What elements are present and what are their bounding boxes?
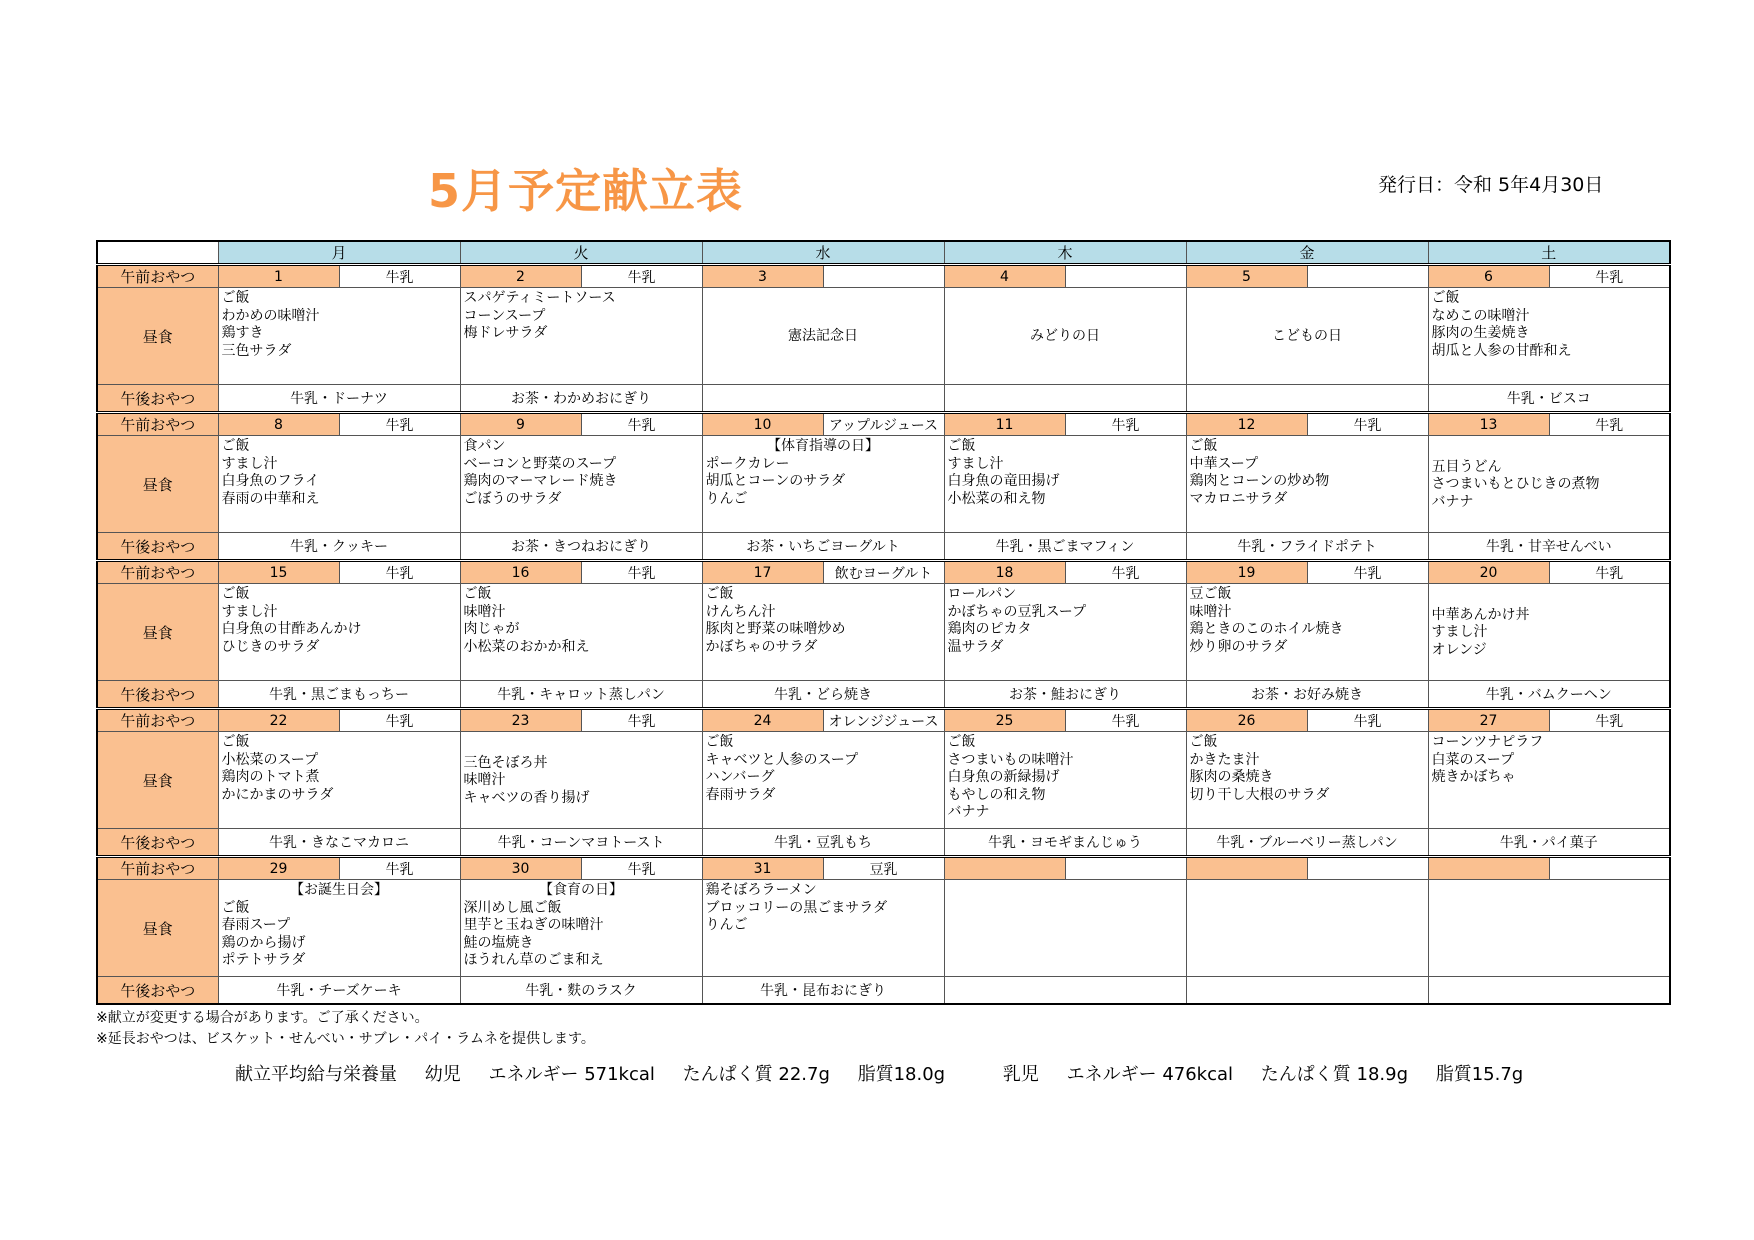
lunch-item: 肉じゃが xyxy=(463,621,520,637)
lunch-item: ご飯 xyxy=(705,586,734,602)
lunch-item: ご飯 xyxy=(705,734,734,750)
row-label-am-snack: 午前おやつ xyxy=(97,561,218,584)
lunch-item: ご飯 xyxy=(947,438,976,454)
lunch-item: 鶏肉のピカタ xyxy=(947,621,1032,637)
lunch-cell xyxy=(944,436,1186,533)
lunch-cell xyxy=(944,732,1186,829)
lunch-item: ご飯 xyxy=(221,899,250,916)
date-cell: 19 xyxy=(1186,561,1307,584)
lunch-cell xyxy=(218,584,460,681)
am-snack-cell: 牛乳 xyxy=(1549,709,1670,732)
pm-snack-cell: 牛乳・黒ごまもっちー xyxy=(218,681,460,709)
pm-snack-cell: 牛乳・甘辛せんべい xyxy=(1428,533,1670,561)
lunch-item: もやしの和え物 xyxy=(947,786,1046,803)
pm-snack-cell: 牛乳・ヨモギまんじゅう xyxy=(944,829,1186,857)
pm-snack-cell: 牛乳・クッキー xyxy=(218,533,460,561)
pm-snack-cell: 牛乳・パイ菓子 xyxy=(1428,829,1670,857)
am-snack-cell: アップルジュース xyxy=(823,413,944,436)
date-cell: 16 xyxy=(460,561,581,584)
day-of-week-header-cell: 月 xyxy=(218,241,460,265)
pm-snack-row xyxy=(97,681,1670,709)
am-snack-cell: 牛乳 xyxy=(1549,561,1670,584)
lunch-cell xyxy=(1186,288,1428,385)
date-cell: 17 xyxy=(702,561,823,584)
date-cell: 23 xyxy=(460,709,581,732)
row-label-lunch: 昼食 xyxy=(97,732,218,829)
lunch-item: 味噌汁 xyxy=(1189,603,1232,620)
row-label-pm-snack: 午後おやつ xyxy=(97,681,218,709)
lunch-item: 三色サラダ xyxy=(221,342,292,359)
row-label-am-snack: 午前おやつ xyxy=(97,265,218,288)
lunch-item: 白身魚の甘酢あんかけ xyxy=(221,621,362,637)
date-cell: 29 xyxy=(218,857,339,880)
lunch-item: オレンジ xyxy=(1431,641,1487,658)
am-snack-cell xyxy=(1065,265,1186,288)
pm-snack-cell xyxy=(1428,977,1670,1005)
lunch-cell xyxy=(218,288,460,385)
lunch-item: ハンバーグ xyxy=(705,769,775,785)
lunch-item: 里芋と玉ねぎの味噌汁 xyxy=(463,917,604,933)
lunch-item: ご飯 xyxy=(1431,290,1460,306)
pm-snack-cell: お茶・鮭おにぎり xyxy=(944,681,1186,709)
am-snack-cell xyxy=(1065,857,1186,880)
lunch-item: ご飯 xyxy=(463,586,492,602)
day-of-week-header-cell: 木 xyxy=(944,241,1186,265)
lunch-item: 白身魚の竜田揚げ xyxy=(947,473,1060,489)
day-of-week-header-cell: 土 xyxy=(1428,241,1670,265)
lunch-item: 小松菜のおかか和え xyxy=(463,638,590,655)
lunch-item: すまし汁 xyxy=(1431,624,1488,641)
am-snack-cell: オレンジジュース xyxy=(823,709,944,732)
date-cell: 5 xyxy=(1186,265,1307,288)
pm-snack-cell: 牛乳・バムクーヘン xyxy=(1428,681,1670,709)
date-cell: 8 xyxy=(218,413,339,436)
date-cell: 24 xyxy=(702,709,823,732)
pm-snack-cell: 牛乳・麩のラスク xyxy=(460,977,702,1005)
lunch-item: 食パン xyxy=(463,438,506,454)
lunch-item: ご飯 xyxy=(1189,438,1218,454)
lunch-item: 五目うどん xyxy=(1431,458,1502,475)
am-snack-cell: 牛乳 xyxy=(581,561,702,584)
lunch-item: 梅ドレサラダ xyxy=(463,325,548,341)
holiday-label: 憲法記念日 xyxy=(788,328,858,345)
lunch-row xyxy=(97,288,1670,385)
pm-snack-cell: 牛乳・フライドポテト xyxy=(1186,533,1428,561)
lunch-cell xyxy=(702,732,944,829)
baby-energy: エネルギー 476kcal xyxy=(1066,1064,1234,1085)
date-cell xyxy=(944,857,1065,880)
pm-snack-row xyxy=(97,533,1670,561)
lunch-item: 鶏ときのこのホイル焼き xyxy=(1189,621,1344,637)
lunch-item: 小松菜の和え物 xyxy=(947,490,1046,507)
lunch-row xyxy=(97,732,1670,829)
infant-label: 幼児 xyxy=(424,1064,461,1085)
lunch-cell xyxy=(1428,732,1670,829)
am-snack-row xyxy=(97,709,1670,732)
am-snack-row xyxy=(97,413,1670,436)
lunch-item: 温サラダ xyxy=(947,638,1004,655)
lunch-item: 豆ご飯 xyxy=(1189,586,1232,602)
notes xyxy=(96,1008,595,1050)
lunch-cell xyxy=(944,288,1186,385)
lunch-item: 豚肉と野菜の味噌炒め xyxy=(705,621,846,637)
am-snack-cell: 豆乳 xyxy=(823,857,944,880)
lunch-item: 三色そぼろ丼 xyxy=(463,754,548,771)
lunch-item: すまし汁 xyxy=(947,455,1004,472)
row-label-lunch: 昼食 xyxy=(97,880,218,977)
row-label-lunch: 昼食 xyxy=(97,436,218,533)
lunch-item: 焼きかぼちゃ xyxy=(1431,769,1516,785)
lunch-cell xyxy=(1186,584,1428,681)
am-snack-cell: 牛乳 xyxy=(1065,709,1186,732)
baby-fat: 脂質15.7g xyxy=(1435,1064,1524,1085)
lunch-item: 鶏そぼろラーメン xyxy=(705,882,817,898)
lunch-item: りんご xyxy=(705,490,748,507)
date-cell: 31 xyxy=(702,857,823,880)
row-label-am-snack: 午前おやつ xyxy=(97,857,218,880)
date-cell: 15 xyxy=(218,561,339,584)
lunch-item: ご飯 xyxy=(221,586,250,602)
pm-snack-cell: 牛乳・黒ごまマフィン xyxy=(944,533,1186,561)
issue-date: 発行日：令和 5年4月30日 xyxy=(1378,174,1604,196)
event-label: 【お誕生日会】 xyxy=(290,882,388,898)
holiday-label: こどもの日 xyxy=(1272,328,1342,345)
pm-snack-cell: 牛乳・ドーナツ xyxy=(218,385,460,413)
am-snack-cell: 牛乳 xyxy=(339,857,460,880)
row-label-am-snack: 午前おやつ xyxy=(97,413,218,436)
date-cell: 9 xyxy=(460,413,581,436)
am-snack-cell: 牛乳 xyxy=(339,413,460,436)
row-label-pm-snack: 午後おやつ xyxy=(97,533,218,561)
row-label-pm-snack: 午後おやつ xyxy=(97,829,218,857)
lunch-item: バナナ xyxy=(1431,493,1474,510)
lunch-item: ブロッコリーの黒ごまサラダ xyxy=(705,899,888,916)
date-cell: 25 xyxy=(944,709,1065,732)
lunch-cell xyxy=(1428,880,1670,977)
lunch-item: 鶏肉のマーマレード焼き xyxy=(463,473,618,489)
pm-snack-cell: お茶・お好み焼き xyxy=(1186,681,1428,709)
infant-fat: 脂質18.0g xyxy=(857,1064,946,1085)
nutrition-summary xyxy=(235,1060,1545,1086)
lunch-item: 春雨スープ xyxy=(221,917,291,933)
pm-snack-cell xyxy=(944,385,1186,413)
am-snack-cell: 牛乳 xyxy=(339,561,460,584)
pm-snack-row xyxy=(97,977,1670,1005)
lunch-item: 深川めし風ご飯 xyxy=(463,899,562,916)
lunch-cell xyxy=(702,584,944,681)
date-cell: 2 xyxy=(460,265,581,288)
lunch-item: ポテトサラダ xyxy=(221,952,306,968)
lunch-item: 春雨の中華和え xyxy=(221,490,320,507)
lunch-cell xyxy=(218,732,460,829)
lunch-item: すまし汁 xyxy=(221,455,278,472)
day-of-week-header-cell: 火 xyxy=(460,241,702,265)
lunch-item: 豚肉の生姜焼き xyxy=(1431,325,1530,341)
pm-snack-cell xyxy=(1186,385,1428,413)
lunch-item: 胡瓜と人参の甘酢和え xyxy=(1431,342,1572,359)
date-cell: 13 xyxy=(1428,413,1549,436)
lunch-cell xyxy=(460,436,702,533)
date-cell: 6 xyxy=(1428,265,1549,288)
am-snack-cell: 牛乳 xyxy=(339,709,460,732)
lunch-item: 炒り卵のサラダ xyxy=(1189,638,1288,655)
am-snack-cell: 牛乳 xyxy=(1065,561,1186,584)
lunch-cell xyxy=(460,880,702,977)
am-snack-cell: 牛乳 xyxy=(581,265,702,288)
lunch-item: 鮭の塩焼き xyxy=(463,934,534,951)
pm-snack-cell: 牛乳・どら焼き xyxy=(702,681,944,709)
am-snack-cell: 牛乳 xyxy=(1065,413,1186,436)
lunch-cell xyxy=(702,436,944,533)
lunch-item: りんご xyxy=(705,917,748,933)
lunch-item: 中華あんかけ丼 xyxy=(1431,606,1530,623)
lunch-item: キャベツと人参のスープ xyxy=(705,751,859,768)
pm-snack-cell xyxy=(944,977,1186,1005)
am-snack-cell: 牛乳 xyxy=(339,265,460,288)
lunch-item: 味噌汁 xyxy=(463,603,506,620)
am-snack-cell: 牛乳 xyxy=(1307,709,1428,732)
pm-snack-cell: 牛乳・きなこマカロニ xyxy=(218,829,460,857)
pm-snack-cell xyxy=(702,385,944,413)
note-change: ※献立が変更する場合があります。ご了承ください。 xyxy=(96,1010,429,1026)
pm-snack-cell: 牛乳・コーンマヨトースト xyxy=(460,829,702,857)
am-snack-row xyxy=(97,561,1670,584)
lunch-cell xyxy=(944,584,1186,681)
date-cell: 11 xyxy=(944,413,1065,436)
pm-snack-row xyxy=(97,829,1670,857)
lunch-cell xyxy=(460,732,702,829)
lunch-row xyxy=(97,436,1670,533)
lunch-row xyxy=(97,880,1670,977)
lunch-cell xyxy=(944,880,1186,977)
infant-protein: たんぱく質 22.7g xyxy=(682,1064,830,1085)
lunch-item: さつまいもの味噌汁 xyxy=(947,751,1074,768)
row-label-pm-snack: 午後おやつ xyxy=(97,385,218,413)
lunch-item: バナナ xyxy=(947,804,990,820)
lunch-item: コーンスープ xyxy=(463,307,546,324)
date-cell: 22 xyxy=(218,709,339,732)
lunch-cell xyxy=(460,288,702,385)
lunch-item: ポークカレー xyxy=(705,455,790,472)
note-extended-snack: ※延長おやつは、ビスケット・せんべい・サブレ・パイ・ラムネを提供します。 xyxy=(96,1031,595,1047)
lunch-item: わかめの味噌汁 xyxy=(221,307,320,324)
am-snack-cell: 牛乳 xyxy=(581,709,702,732)
lunch-cell xyxy=(702,288,944,385)
lunch-cell xyxy=(1428,584,1670,681)
event-label: 【体育指導の日】 xyxy=(767,438,879,454)
lunch-cell xyxy=(218,880,460,977)
holiday-label: みどりの日 xyxy=(1030,328,1100,345)
day-of-week-header-cell: 水 xyxy=(702,241,944,265)
nutrition-heading: 献立平均給与栄養量 xyxy=(235,1064,397,1085)
lunch-item: すまし汁 xyxy=(221,603,278,620)
lunch-item: 鶏肉とコーンの炒め物 xyxy=(1189,473,1330,489)
am-snack-cell xyxy=(1307,857,1428,880)
pm-snack-cell: お茶・わかめおにぎり xyxy=(460,385,702,413)
date-cell: 12 xyxy=(1186,413,1307,436)
date-cell: 27 xyxy=(1428,709,1549,732)
lunch-item: 白身魚の新緑揚げ xyxy=(947,769,1060,785)
row-label-am-snack: 午前おやつ xyxy=(97,709,218,732)
lunch-item: ご飯 xyxy=(221,734,250,750)
am-snack-cell xyxy=(823,265,944,288)
lunch-item: ひじきのサラダ xyxy=(221,638,320,655)
lunch-item: かきたま汁 xyxy=(1189,751,1260,768)
lunch-item: なめこの味噌汁 xyxy=(1431,307,1530,324)
pm-snack-cell: 牛乳・ビスコ xyxy=(1428,385,1670,413)
am-snack-cell: 牛乳 xyxy=(581,413,702,436)
am-snack-cell xyxy=(1307,265,1428,288)
lunch-cell xyxy=(1428,288,1670,385)
date-cell: 4 xyxy=(944,265,1065,288)
lunch-item: ごぼうのサラダ xyxy=(463,490,562,507)
lunch-item: スパゲティミートソース xyxy=(463,290,616,306)
page-title: 5月予定献立表 xyxy=(428,164,744,218)
date-cell xyxy=(1428,857,1549,880)
date-cell xyxy=(1186,857,1307,880)
pm-snack-cell: 牛乳・昆布おにぎり xyxy=(702,977,944,1005)
lunch-item: マカロニサラダ xyxy=(1189,490,1288,507)
date-cell: 1 xyxy=(218,265,339,288)
pm-snack-cell: 牛乳・キャロット蒸しパン xyxy=(460,681,702,709)
am-snack-cell xyxy=(1549,857,1670,880)
lunch-item: 中華スープ xyxy=(1189,455,1259,472)
am-snack-cell: 牛乳 xyxy=(1307,413,1428,436)
lunch-item: さつまいもとひじきの煮物 xyxy=(1431,476,1600,493)
menu-table xyxy=(96,240,1671,1005)
lunch-item: ご飯 xyxy=(221,290,250,306)
day-of-week-header-cell: 金 xyxy=(1186,241,1428,265)
pm-snack-row xyxy=(97,385,1670,413)
lunch-item: ご飯 xyxy=(1189,734,1218,750)
lunch-item: 味噌汁 xyxy=(463,772,506,789)
baby-protein: たんぱく質 18.9g xyxy=(1260,1064,1408,1085)
lunch-item: 胡瓜とコーンのサラダ xyxy=(705,473,846,489)
date-cell: 20 xyxy=(1428,561,1549,584)
row-label-lunch: 昼食 xyxy=(97,288,218,385)
pm-snack-cell: 牛乳・チーズケーキ xyxy=(218,977,460,1005)
lunch-row xyxy=(97,584,1670,681)
lunch-item: けんちん汁 xyxy=(705,603,776,620)
lunch-item: キャベツの香り揚げ xyxy=(463,789,590,806)
am-snack-cell: 牛乳 xyxy=(1549,265,1670,288)
lunch-item: 鶏肉のトマト煮 xyxy=(221,769,320,785)
row-label-lunch: 昼食 xyxy=(97,584,218,681)
am-snack-cell: 牛乳 xyxy=(1307,561,1428,584)
lunch-cell xyxy=(1186,880,1428,977)
lunch-item: 切り干し大根のサラダ xyxy=(1189,786,1330,803)
lunch-item: ほうれん草のごま和え xyxy=(463,952,604,968)
lunch-cell xyxy=(702,880,944,977)
am-snack-row xyxy=(97,265,1670,288)
date-cell: 26 xyxy=(1186,709,1307,732)
pm-snack-cell: お茶・いちごヨーグルト xyxy=(702,533,944,561)
pm-snack-cell xyxy=(1186,977,1428,1005)
pm-snack-cell: お茶・きつねおにぎり xyxy=(460,533,702,561)
lunch-cell xyxy=(1428,436,1670,533)
baby-label: 乳児 xyxy=(1002,1064,1039,1085)
header-corner xyxy=(97,241,218,265)
pm-snack-cell: 牛乳・豆乳もち xyxy=(702,829,944,857)
lunch-cell xyxy=(460,584,702,681)
am-snack-cell: 牛乳 xyxy=(1549,413,1670,436)
lunch-item: 小松菜のスープ xyxy=(221,751,319,768)
date-cell: 18 xyxy=(944,561,1065,584)
lunch-cell xyxy=(1186,436,1428,533)
lunch-cell xyxy=(1186,732,1428,829)
lunch-item: ご飯 xyxy=(221,438,250,454)
am-snack-cell: 牛乳 xyxy=(581,857,702,880)
lunch-item: 白身魚のフライ xyxy=(221,473,320,489)
infant-energy: エネルギー 571kcal xyxy=(488,1064,655,1085)
date-cell: 3 xyxy=(702,265,823,288)
lunch-item: ベーコンと野菜のスープ xyxy=(463,455,617,472)
event-label: 【食育の日】 xyxy=(539,882,623,898)
lunch-item: コーンツナピラフ xyxy=(1431,734,1544,750)
lunch-item: かぼちゃのサラダ xyxy=(705,638,818,655)
lunch-item: かぼちゃの豆乳スープ xyxy=(947,603,1087,620)
am-snack-cell: 飲むヨーグルト xyxy=(823,561,944,584)
lunch-item: かにかまのサラダ xyxy=(221,786,334,803)
lunch-item: 春雨サラダ xyxy=(705,786,776,803)
date-cell: 30 xyxy=(460,857,581,880)
lunch-item: ご飯 xyxy=(947,734,976,750)
lunch-item: 鶏すき xyxy=(221,325,264,341)
lunch-item: 豚肉の桑焼き xyxy=(1189,769,1274,785)
date-cell: 10 xyxy=(702,413,823,436)
lunch-item: 白菜のスープ xyxy=(1431,751,1515,768)
lunch-item: ロールパン xyxy=(947,586,1017,602)
day-of-week-header xyxy=(97,241,1670,265)
lunch-item: 鶏のから揚げ xyxy=(221,934,306,951)
am-snack-row xyxy=(97,857,1670,880)
pm-snack-cell: 牛乳・ブルーベリー蒸しパン xyxy=(1186,829,1428,857)
row-label-pm-snack: 午後おやつ xyxy=(97,977,218,1005)
lunch-cell xyxy=(218,436,460,533)
